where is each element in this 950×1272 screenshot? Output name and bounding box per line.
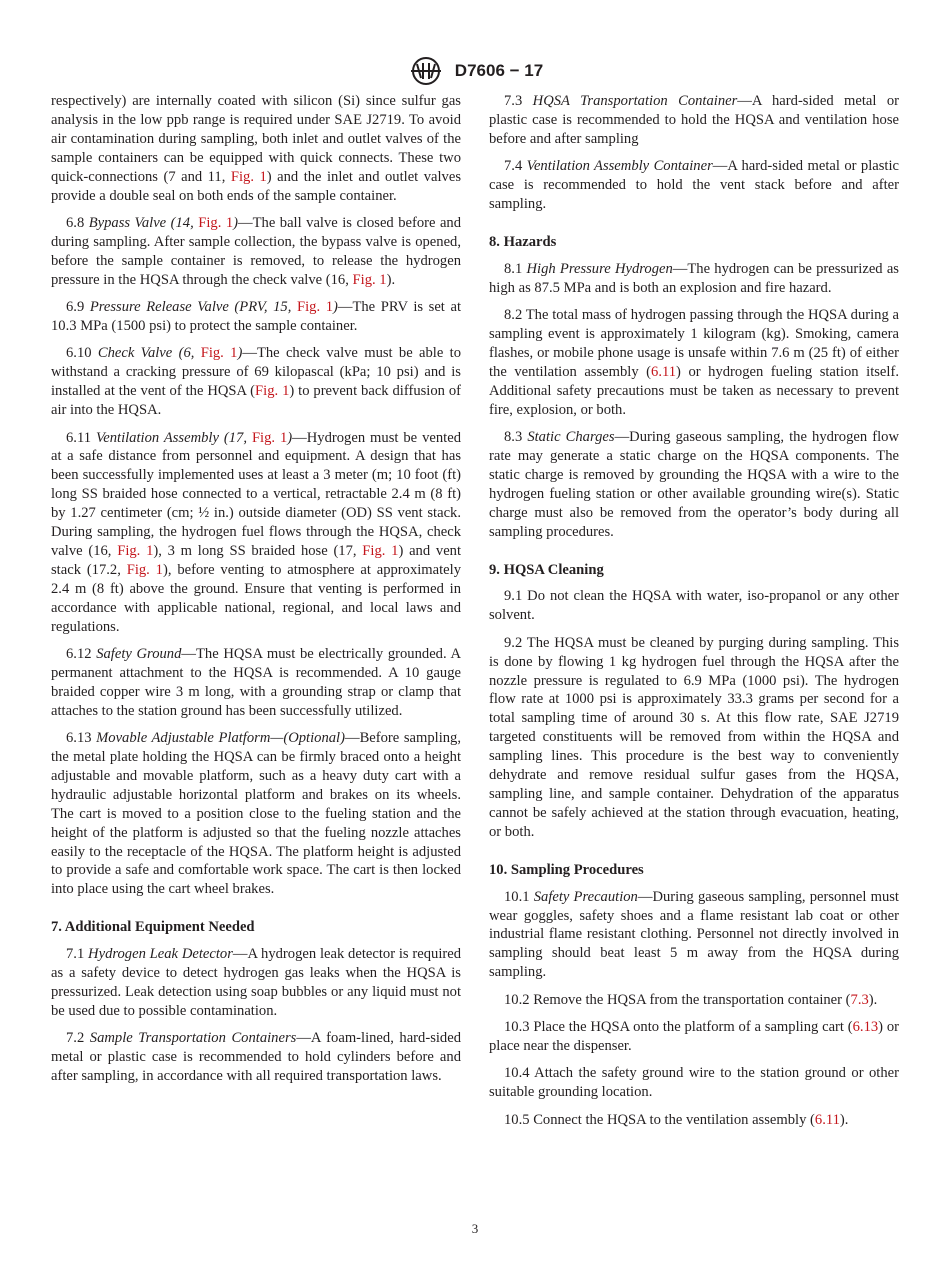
section-link[interactable]: 6.11 <box>814 1111 840 1128</box>
standard-designation: D7606 − 17 <box>454 61 544 80</box>
section-6-10: 6.10 Check Valve (6, Fig. 1)—The check valve must be able to withstand a cracking pressure of 69 kilopascal (kPa; 10 psi) and is installed at the vent of the HQSA (Fig. 1) to prevent back diffusion of air into the HQSA. <box>51 345 462 419</box>
section-8-1: 8.1 High Pressure Hydrogen—The hydrogen can be pressurized as high as 87.5 MPa and is both an explosion and fire hazard. <box>489 260 899 296</box>
section-6-11: 6.11 Ventilation Assembly (17, Fig. 1)—Hydrogen must be vented at a safe distance from personnel and equipment. A design that has been successfully implemented uses at least a 3 meter (m; 10 foot (ft) long SS braided hose connected to a vertical, retractable 2.4 m (8 ft) by 1.27 centimeter (cm; ½ in.) outside diameter (OD) SS vent stack. During sampling, the hydrogen fuel flows through the HQSA, check valve (16, Fig. 1), 3 m long SS braided hose (17, Fig. 1) and vent stack (17.2, Fig. 1), before venting to atmosphere at approximately 2.4 m (8 ft) above the ground. Ensure that venting is performed in accordance with applicable national, regional, and local laws and regulations. <box>51 429 462 635</box>
figure-link[interactable]: Fig. 1 <box>362 542 399 559</box>
section-link[interactable]: 6.11 <box>651 363 677 380</box>
section-6-8: 6.8 Bypass Valve (14, Fig. 1)—The ball valve is closed before and during sampling. After sample collection, the bypass valve is opened, before the sample container is removed, to release the hydrogen pressure in the HQSA through the check valve (16, Fig. 1). <box>51 214 462 288</box>
figure-link[interactable]: Fig. 1 <box>126 561 163 578</box>
figure-link[interactable]: Fig. 1 <box>251 429 288 446</box>
section-9-1: 9.1 Do not clean the HQSA with water, iso-propanol or any other solvent. <box>489 588 899 624</box>
section-7-4: 7.4 Ventilation Assembly Container—A hard-sided metal or plastic case is recommended to hold the vent stack before and after sampling. <box>489 158 900 213</box>
section-10-2: 10.2 Remove the HQSA from the transportation container (7.3). <box>504 991 878 1008</box>
section-7-3: 7.3 HQSA Transportation Container—A hard-sided metal or plastic case is recommended to hold the HQSA and ventilation hose before and after sampling <box>489 93 899 147</box>
page-header <box>0 56 950 86</box>
heading-section-8: 8. Hazards <box>489 233 557 250</box>
section-9-2: 9.2 The HQSA must be cleaned by purging during sampling. This is done by flowing 1 kg hydrogen fuel through the HQSA after the nozzle pressure is regulated to 6.9 MPa (1000 psi). The hydrogen flow rate at 1000 psi is approximately 33.3 grams per second for a total sampling time of around 30 s. At this flow rate, SAE J2719 targeted constituents will be removed from within the HQSA and sampling lines. This procedure is the best way to conveniently dehydrate and remove residual sulfur gases from the HQSA, sampling line, and sample container. Dehydration of the apparatus cannot be safely achieved at the station through evacuation, heating, or both. <box>489 634 899 840</box>
figure-link[interactable]: Fig. 1 <box>255 383 290 400</box>
section-6-9: 6.9 Pressure Release Valve (PRV, 15, Fig. 1)—The PRV is set at 10.3 MPa (1500 psi) to protect the sample container. <box>51 299 461 334</box>
figure-link[interactable]: Fig. 1 <box>198 214 234 231</box>
section-10-3: 10.3 Place the HQSA onto the platform of a sampling cart (6.13) or place near the dispenser. <box>489 1019 899 1054</box>
right-column <box>489 92 899 1138</box>
figure-link[interactable]: Fig. 1 <box>230 168 267 185</box>
figure-link[interactable]: Fig. 1 <box>296 299 333 316</box>
section-8-3: 8.3 Static Charges—During gaseous sampling, the hydrogen flow rate may generate a static charge on the HQSA components. The static charge is removed by grounding the HQSA with a wire to the hydrogen fueling station or other available grounding wire(s). Static charge must also be removed from the operator’s body during all sampling procedures. <box>489 429 899 540</box>
section-6-13: 6.13 Movable Adjustable Platform—(Optional)—Before sampling, the metal plate holding the HQSA can be firmly braced onto a height adjustable and movable platform, such as a heavy duty cart with a hydraulic adjustable horizontal platform and brakes on its wheels. The cart is moved to a position close to the fueling station and the height of the platform is adjusted so that the fueling nozzle attaches easily to the receptacle of the HQSA. The platform height is adjusted to provide a safe and comfortable work space. The cart is then locked into place using the cart wheel brakes. <box>51 730 461 898</box>
figure-link[interactable]: Fig. 1 <box>117 542 154 559</box>
heading-section-9: 9. HQSA Cleaning <box>489 561 604 578</box>
section-7-2: 7.2 Sample Transportation Containers—A foam-lined, hard-sided metal or plastic case is recommended to hold cylinders before and after sampling, in accordance with all required transportation laws. <box>51 1030 462 1085</box>
section-10-4: 10.4 Attach the safety ground wire to the station ground or other suitable grounding location. <box>489 1065 899 1101</box>
section-7-1: 7.1 Hydrogen Leak Detector—A hydrogen leak detector is required as a safety device to detect hydrogen gas leaks when the HQSA is pressurized. Leak detection using soap bubbles or any liquid must not be used due to possible contamination. <box>51 946 462 1019</box>
section-link[interactable]: 6.13 <box>852 1019 879 1036</box>
left-column <box>51 92 461 1095</box>
section-link[interactable]: 7.3 <box>850 991 869 1008</box>
section-10-5: 10.5 Connect the HQSA to the ventilation assembly (6.11). <box>504 1111 849 1128</box>
page-number: 3 <box>471 1221 479 1236</box>
figure-link[interactable]: Fig. 1 <box>352 271 387 288</box>
heading-section-10: 10. Sampling Procedures <box>489 861 644 878</box>
figure-link[interactable]: Fig. 1 <box>200 345 238 362</box>
section-6-12: 6.12 Safety Ground—The HQSA must be electrically grounded. A permanent attachment to the HQSA is recommended. A 10 gauge braided copper wire 3 m long, with a grounding strap or clamp that attaches to the station ground has been successfully utilized. <box>51 645 462 719</box>
section-10-1: 10.1 Safety Precaution—During gaseous sampling, personnel must wear goggles, safety shoes and a flame resistant lab coat or other industrial flame resistant clothing. Personnel not directly involved in sampling should beat least 5 m away from the HQSA during sampling. <box>489 888 899 981</box>
paragraph-continued: respectively) are internally coated with silicon (Si) since sulfur gas analysis in the low ppb range is required under SAE J2719. To avoid air contamination during sampling, both inlet and outlet valves of the sample containers can be equipped with quick connects. These two quick-connections (7 and 11, Fig. 1) and the inlet and outlet valves provide a double seal on both ends of the sample container. <box>51 93 461 204</box>
heading-section-7: 7. Additional Equipment Needed <box>51 919 255 936</box>
astm-logo-icon <box>407 56 445 86</box>
section-8-2: 8.2 The total mass of hydrogen passing through the HQSA during a sampling event is approximately 1 kilogram (kg). Smoking, camera flashes, or mobile phone usage is unsafe within 7.6 m (25 ft) of either the ventilation assembly (6.11) or hydrogen fueling station itself. Additional safety precautions must be taken as necessary to prevent fire, explosion, or both. <box>489 307 899 418</box>
